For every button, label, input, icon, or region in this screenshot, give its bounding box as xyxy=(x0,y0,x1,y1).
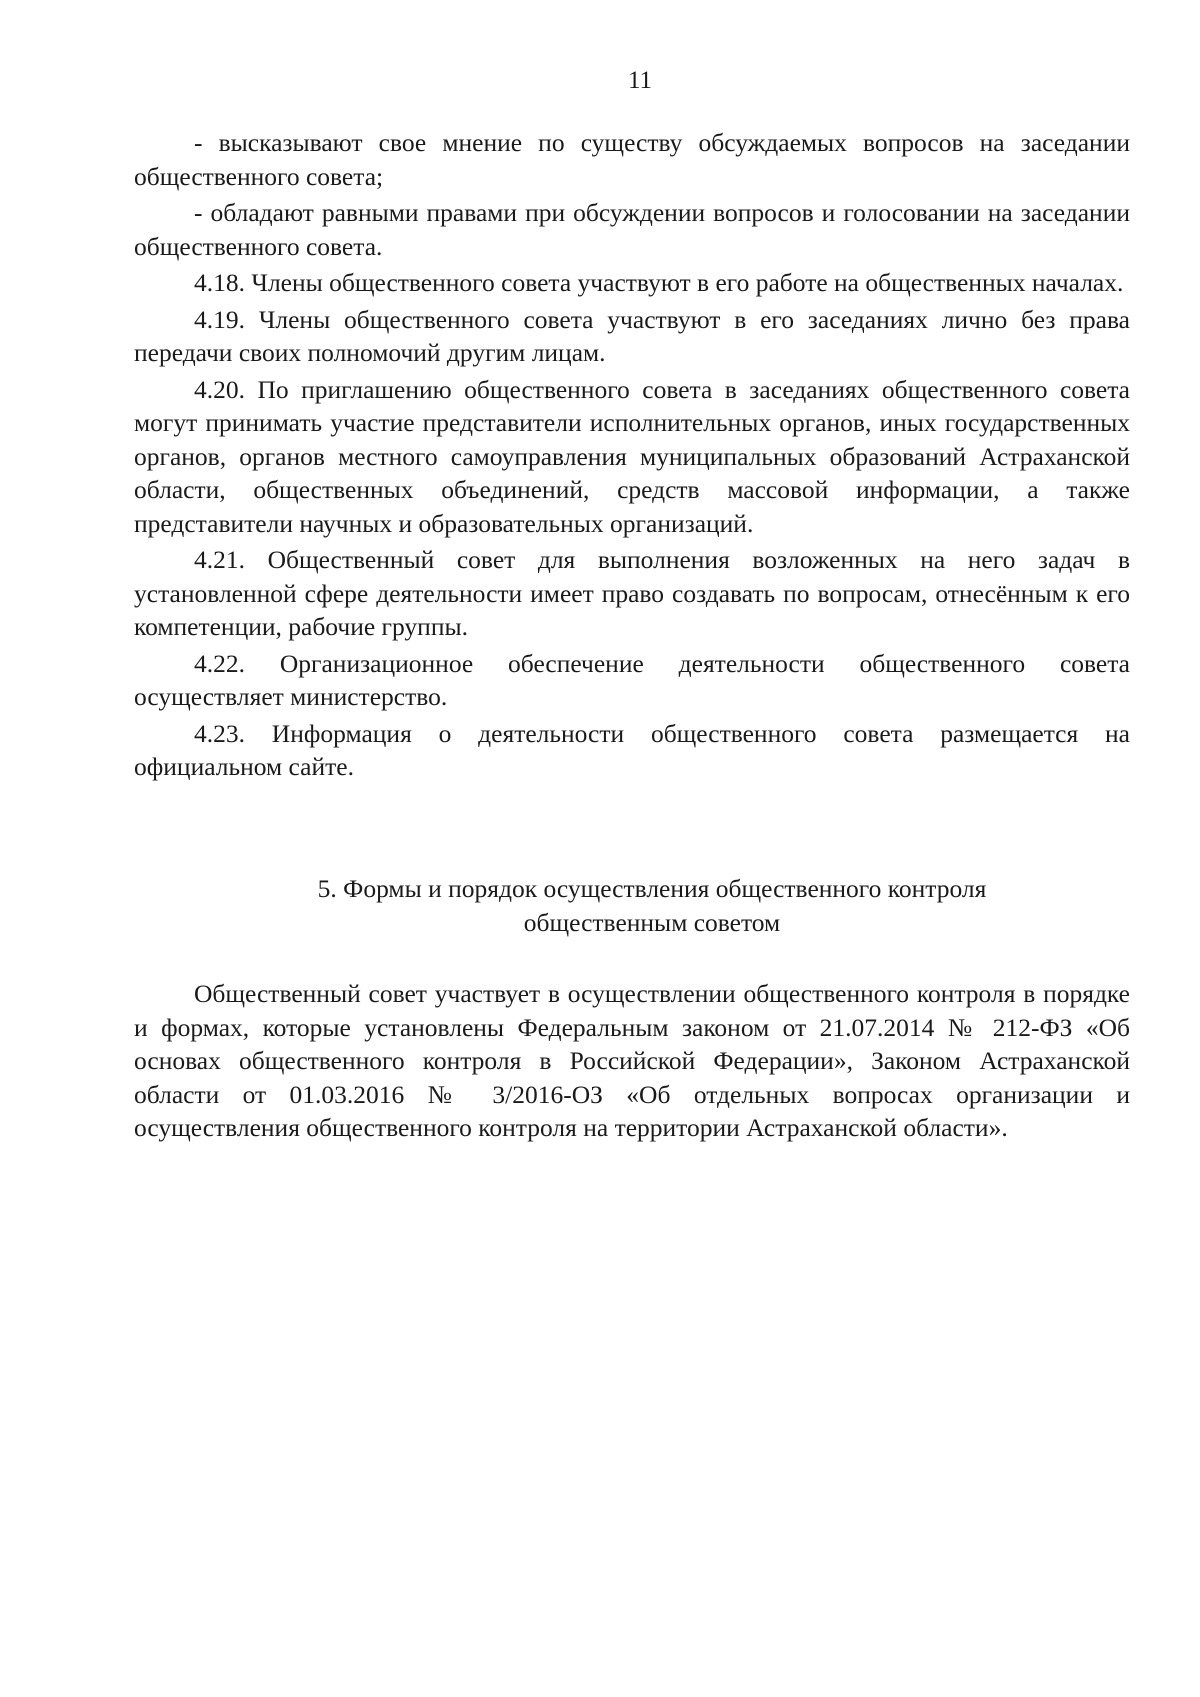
section-heading xyxy=(134,872,1130,939)
paragraph-4-18: 4.18. Члены общественного совета участвуют в его работе на общественных началах. xyxy=(194,268,1124,297)
page-number: 11 xyxy=(627,67,653,94)
paragraph-equal-rights: - обладают равными правами при обсуждении вопросов и голосовании на заседании общественного совета. xyxy=(134,198,1130,261)
body-text xyxy=(134,126,1130,787)
paragraph-public-control: Общественный совет участвует в осуществлении общественного контроля в порядке и формах, которые установлены Федеральным законом от 21.07.2014 № 212-ФЗ «Об основах общественного контроля в Российской Федерации», Законом Астраханской области от 01.03.2016 № 3/2016-ОЗ «Об отдельных вопросах организации и осуществления общественного контроля на территории Астраханской области». xyxy=(134,979,1130,1142)
paragraph-4-21: 4.21. Общественный совет для выполнения возложенных на него задач в установленной сфере деятельности имеет право создавать по вопросам, отнесённым к его компетенции, рабочие группы. xyxy=(134,545,1130,641)
section-heading-line-2: общественным советом xyxy=(523,907,781,937)
paragraph-4-23: 4.23. Информация о деятельности общественного совета размещается на официальном сайте. xyxy=(134,718,1130,781)
section-body xyxy=(134,977,1130,1148)
paragraph-4-22: 4.22. Организационное обеспечение деятельности общественного совета осуществляет министерство. xyxy=(134,648,1130,711)
section-heading-line-1: 5. Формы и порядок осуществления общественного контроля xyxy=(317,874,987,903)
paragraph-4-20: 4.20. По приглашению общественного совета в заседаниях общественного совета могут принимать участие представители исполнительных органов, иных государственных органов, органов местного самоуправления муниципальных образований Астраханской области, общественных объединений, средств массовой информации, а также представители научных и образовательных организаций. xyxy=(134,374,1130,538)
paragraph-4-19: 4.19. Члены общественного совета участвуют в его заседаниях лично без права передачи своих полномочий другим лицам. xyxy=(134,304,1130,367)
paragraph-opinion: - высказывают свое мнение по существу обсуждаемых вопросов на заседании общественного совета; xyxy=(134,128,1130,191)
